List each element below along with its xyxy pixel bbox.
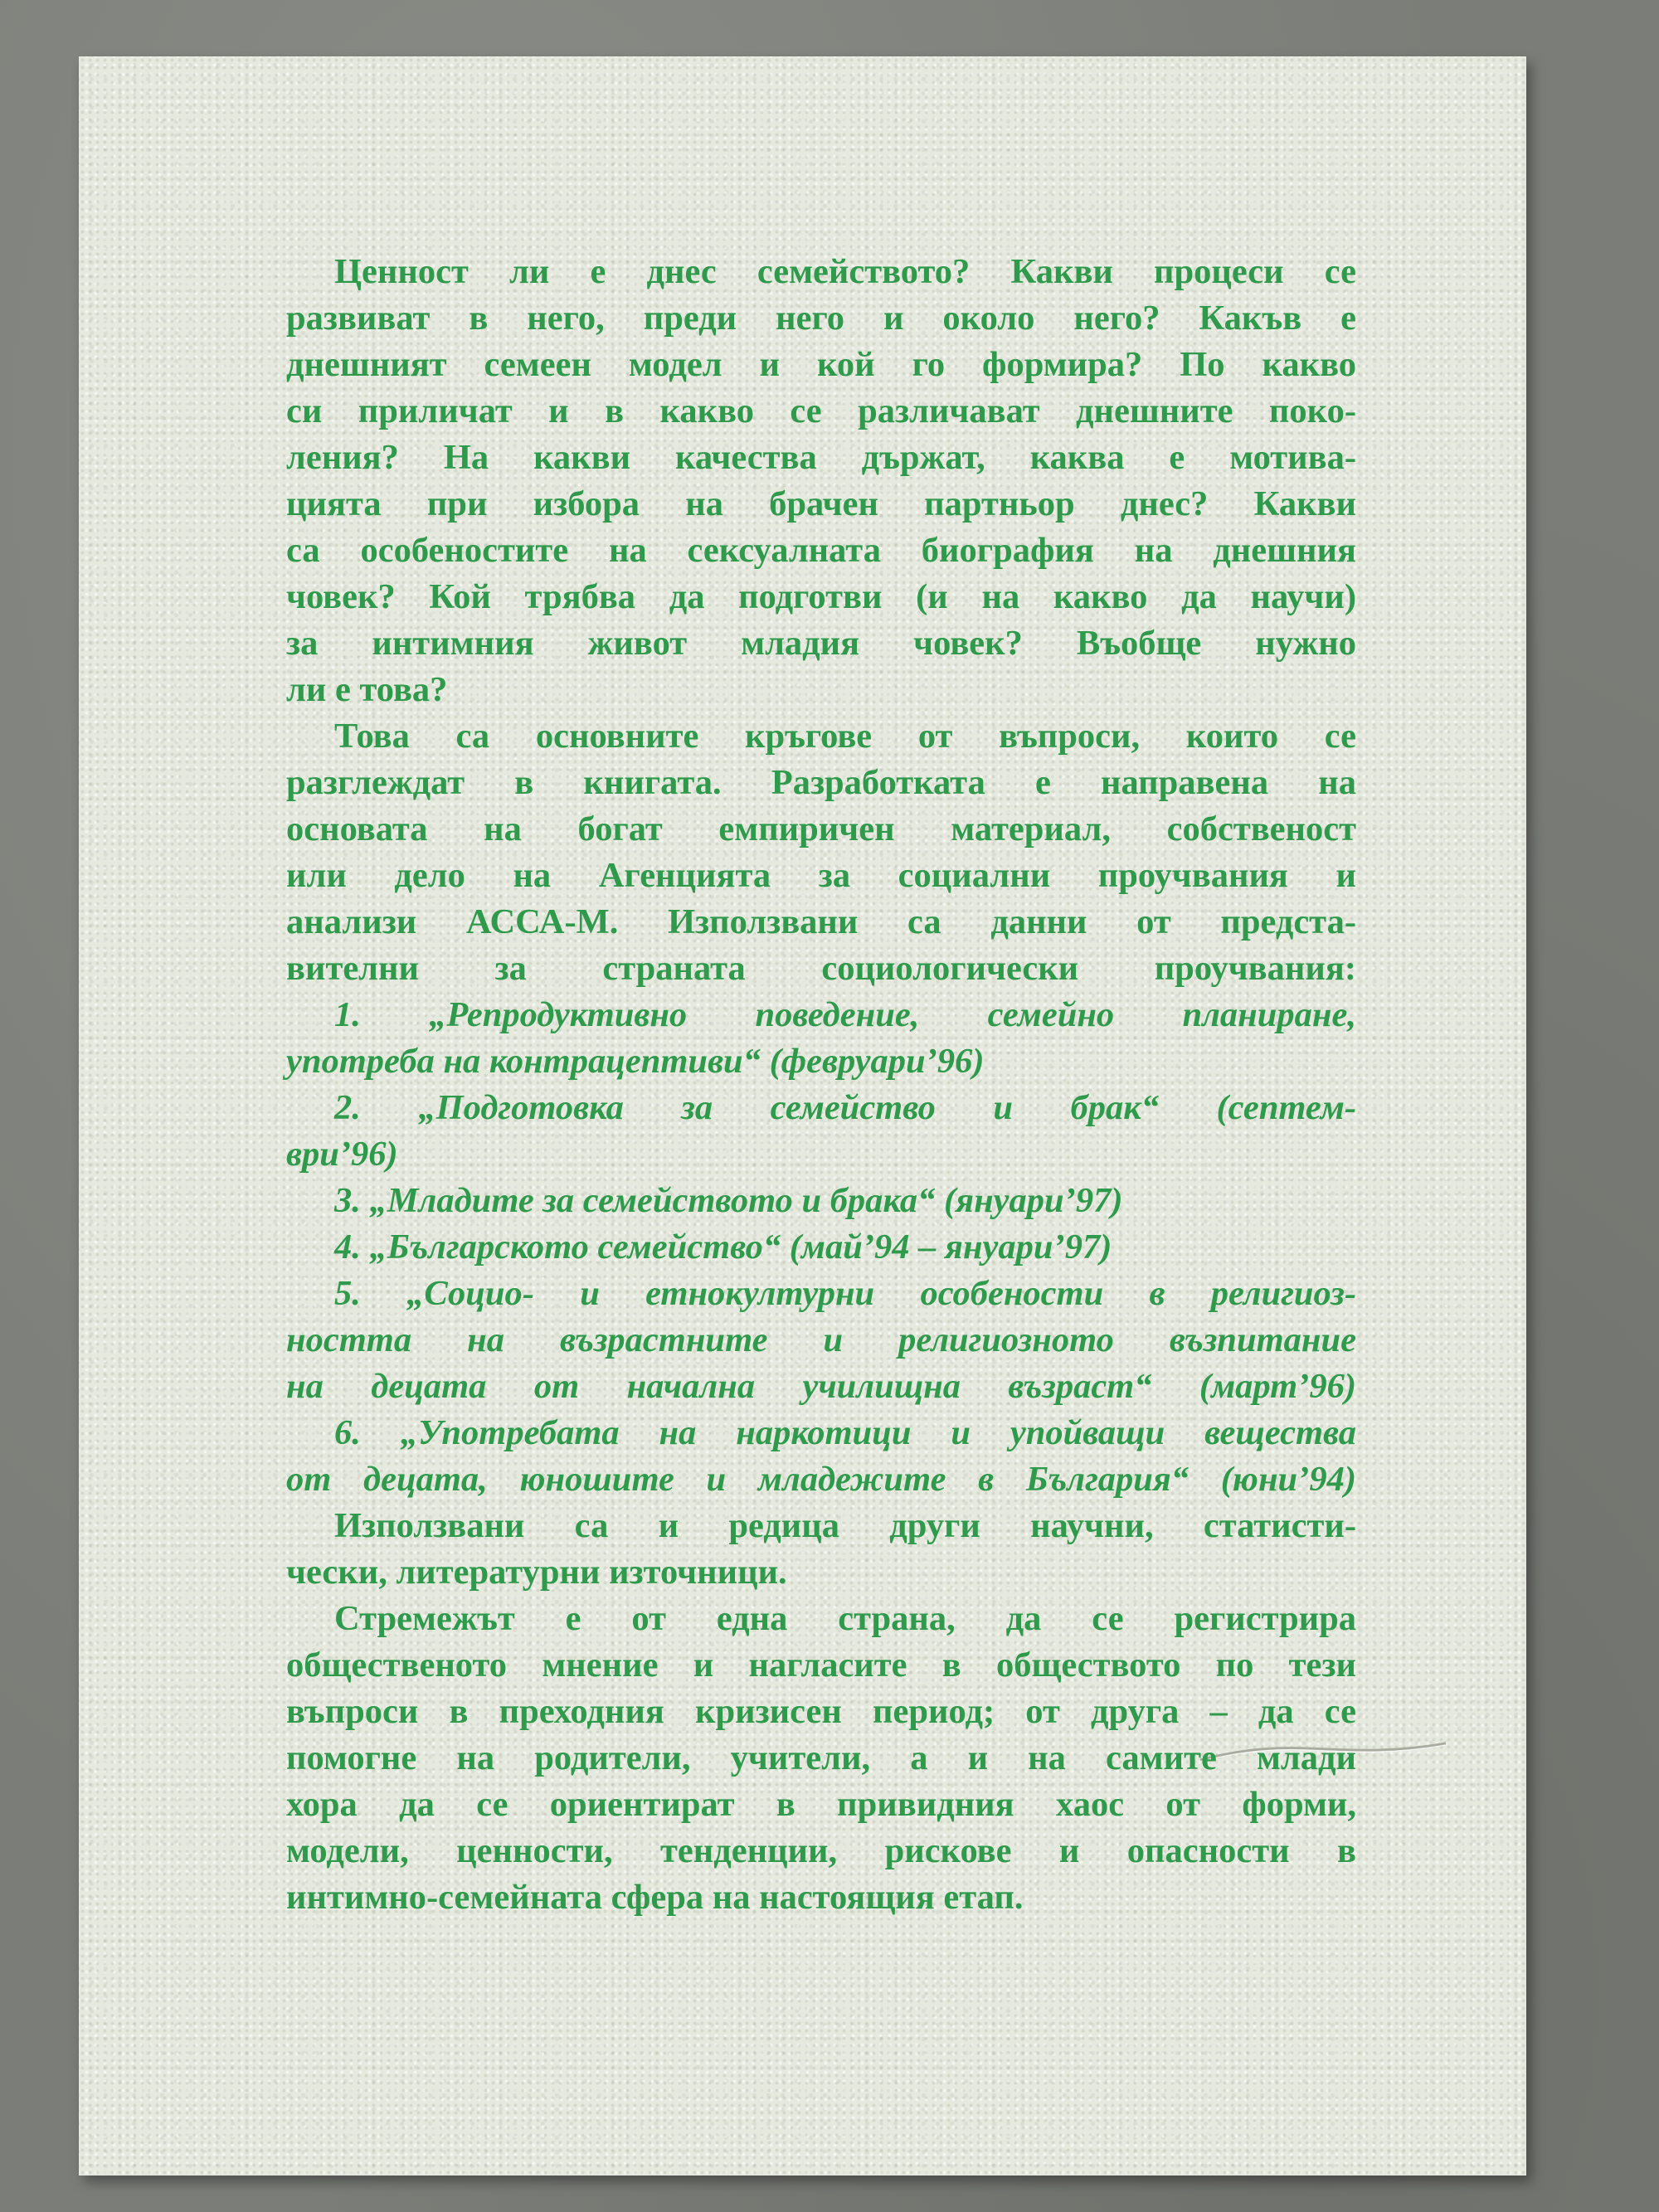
text-line: Това са основните кръгове от въпроси, които се [334,717,1356,756]
text-line: общественото мнение и нагласите в обществото по тези [286,1646,1356,1685]
text-line: ления? На какви качества държат, каква е мотива- [286,438,1356,477]
study-item-continuation: от децата, юношите и младежите в България“ (юни’94) [286,1460,1356,1499]
text-line: си приличат и в какво се различават днешните поко- [286,391,1356,430]
studies-list [286,992,1356,1503]
text-line: днешният семеен модел и кой го формира? По какво [286,345,1356,384]
cover-text-block [286,249,1356,1921]
study-item-continuation: на децата от начална училищна възраст“ (март’96) [286,1367,1356,1406]
text-line: цията при избора на брачен партньор днес? Какви [286,484,1356,523]
aim-paragraph [286,1596,1356,1921]
study-item: 4. „Българското семейство“ (май’94 – януари’97) [334,1228,1112,1266]
sources-paragraph [286,713,1356,992]
text-line: Стремежът е от една страна, да се регистрира [334,1599,1356,1638]
text-line: хора да се ориентират в привидния хаос от форми, [286,1785,1356,1824]
text-line: развиват в него, преди него и около него? Какъв е [286,299,1356,338]
text-line: за интимния живот младия човек? Въобще нужно [286,624,1356,663]
text-line: Ценност ли е днес семейството? Какви процеси се [334,252,1356,291]
study-item: 5. „Социо- и етнокултурни особености в религиоз- [334,1274,1356,1313]
text-line: помогне на родители, учители, а и на самите млади [286,1738,1356,1777]
intro-paragraph [286,249,1356,713]
study-item: 1. „Репродуктивно поведение, семейно планиране, [334,995,1356,1034]
text-line: Използвани са и редица други научни, статисти- [334,1506,1356,1545]
study-item-continuation: ври’96) [286,1135,398,1174]
text-line: въпроси в преходния кризисен период; от друга – да се [286,1692,1356,1731]
text-line: вителни за страната социологически проучвания: [286,949,1356,988]
text-line: разглеждат в книгата. Разработката е направена на [286,763,1356,802]
study-item: 6. „Употребата на наркотици и упойващи вещества [334,1413,1356,1452]
text-line: основата на богат емпиричен материал, собственост [286,809,1356,848]
study-item: 2. „Подготовка за семейство и брак“ (септем- [334,1088,1356,1127]
other-sources-paragraph [286,1503,1356,1596]
text-line: интимно-семейната сфера на настоящия етап. [286,1878,1024,1917]
text-line: ли е това? [286,670,448,709]
text-line: са особеностите на сексуалната биография на днешния [286,531,1356,570]
study-item-continuation: ността на възрастните и религиозното възпитание [286,1320,1356,1359]
study-item: 3. „Младите за семейството и брака“ (януари’97) [334,1181,1123,1220]
text-line: модели, ценности, тенденции, рискове и опасности в [286,1831,1356,1870]
text-line: чески, литературни източници. [286,1553,787,1592]
text-line: човек? Кой трябва да подготви (и на какво да научи) [286,577,1356,616]
study-item-continuation: употреба на контрацептиви“ (февруари’96) [286,1042,985,1081]
text-line: анализи АССА-М. Използвани са данни от предста- [286,902,1356,941]
text-line: или дело на Агенцията за социални проучвания и [286,856,1356,895]
